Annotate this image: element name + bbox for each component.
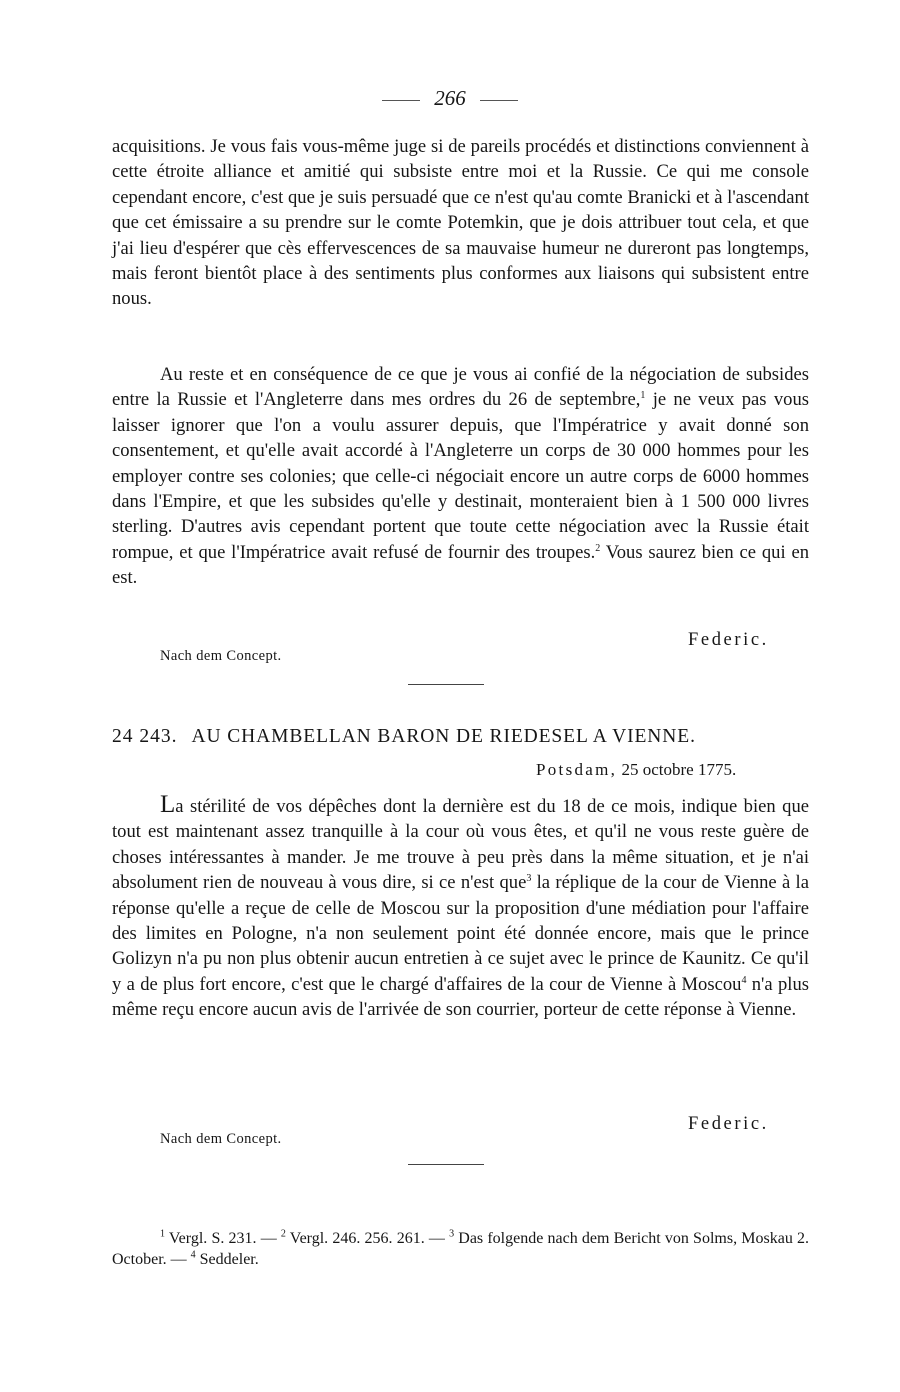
header-dash-right: [480, 100, 518, 101]
section-divider-1: [408, 684, 484, 685]
letter2-date: 25 octobre 1775.: [621, 760, 737, 779]
letter2-title: AU CHAMBELLAN BARON DE RIEDESEL A VIENNE.: [191, 726, 696, 747]
letter1-signature: Federic.: [688, 630, 769, 650]
letter2-dateline: [536, 760, 736, 780]
letter2-paragraph-text-b: la réplique de la cour de Vienne à la réponse qu'elle a reçue de celle de Moscou sur la proposition d'une médiation pour l'affaire des limites en Pologne, n'a non seulement point été donnée encore, mais que le prince Golizyn n'a pu non plus obtenir aucun entretien à ce sujet avec le prince de Kaunitz. Ce qu'il y a de plus fort encore, c'est que le chargé d'affaires de la cour de Vienne à Moscou: [112, 872, 809, 995]
letter1-paragraph-2: [112, 362, 809, 591]
footnote-text-4: Seddeler.: [195, 1251, 259, 1268]
footnote-number-3: 3: [449, 1228, 455, 1240]
footnote-ref-1: 1: [640, 390, 646, 402]
footnote-ref-4: 4: [741, 974, 747, 986]
letter2-signature: Federic.: [688, 1114, 769, 1134]
letter2-place: Potsdam,: [536, 760, 618, 779]
page-header: [0, 86, 900, 111]
letter1-paragraph-1: acquisitions. Je vous fais vous-même juge si de pareils procédés et distinctions conviennent à cette étroite alliance et amitié qui subsiste entre moi et la Russie. Ce qui me console cependant encore, c'est que je suis persuadé que ce n'est qu'au comte Branicki et à l'ascendant que cet émissaire a su prendre sur le comte Potemkin, que je dois attribuer tout cela, et que j'ai lieu d'espérer que cès effervescences de sa mauvaise humeur ne dureront pas longtemps, mais feront bientôt place à des sentiments plus conformes aux liaisons qui subsistent entre nous.: [112, 136, 809, 310]
footnote-number-2: 2: [280, 1228, 286, 1240]
section-divider-2: [408, 1164, 484, 1165]
letter1-paragraph-2-text-b: je ne veux pas vous laisser ignorer que l'on a voulu assurer depuis, que l'Impératrice y avait donné son consentement, et qu'elle avait accordé à l'Angleterre un corps de 30 000 hommes pour les employer contre ses colonies; que celle-ci négociait encore un autre corps de 6000 hommes dans l'Empire, et que les subsides qu'elle y destinait, monteraient bien à 1 500 000 livres sterling. D'autres avis cependant portent que toute cette négociation avec la Russie était rompue, et que l'Impératrice avait refusé de fournir des troupes.: [112, 389, 809, 563]
footnote-text-3: Das folgende nach dem Bericht von Solms, Moskau 2. October. —: [112, 1230, 809, 1268]
letter2-paragraph-text-c: n'a plus même reçu encore aucun avis de l'arrivée de son courrier, porteur de cette réponse à Vienne.: [112, 973, 809, 1021]
letter2-source-note: Nach dem Concept.: [160, 1131, 282, 1147]
footnote-text-2: Vergl. 246. 256. 261. —: [285, 1230, 450, 1247]
letter2-number: 24 243.: [112, 726, 178, 747]
footnote-number-1: 1: [160, 1228, 165, 1240]
footnotes: [112, 1228, 809, 1270]
letter2-paragraph: [112, 792, 809, 1023]
letter1-paragraph-2-text-c: Vous saurez bien ce qui en est.: [112, 541, 809, 589]
letter1-source-note: Nach dem Concept.: [160, 648, 282, 664]
letter1-paragraph-2-text-a: Au reste et en conséquence de ce que je vous ai confié de la négociation de subsides entre la Russie et l'Angleterre dans mes ordres du 26 de septembre,: [112, 364, 809, 411]
footnote-ref-3: 3: [526, 873, 532, 885]
header-dash-left: [382, 100, 420, 101]
footnote-text-1: Vergl. S. 231. —: [165, 1230, 281, 1247]
footnote-ref-2: 2: [595, 542, 601, 554]
footnote-number-4: 4: [190, 1249, 196, 1261]
letter2-paragraph-text-a: La stérilité de vos dépêches dont la dernière est du 18 de ce mois, indique bien que tout est maintenant assez tranquille à la cour où vous êtes, et qu'il ne vous reste guère de choses intéressantes à mander. Je me trouve à peu près dans la même situation, et je n'ai absolument rien de nouveau à vous dire, si ce n'est que: [112, 791, 809, 894]
page-number: 266: [434, 86, 466, 110]
letter2-heading: [112, 726, 809, 748]
